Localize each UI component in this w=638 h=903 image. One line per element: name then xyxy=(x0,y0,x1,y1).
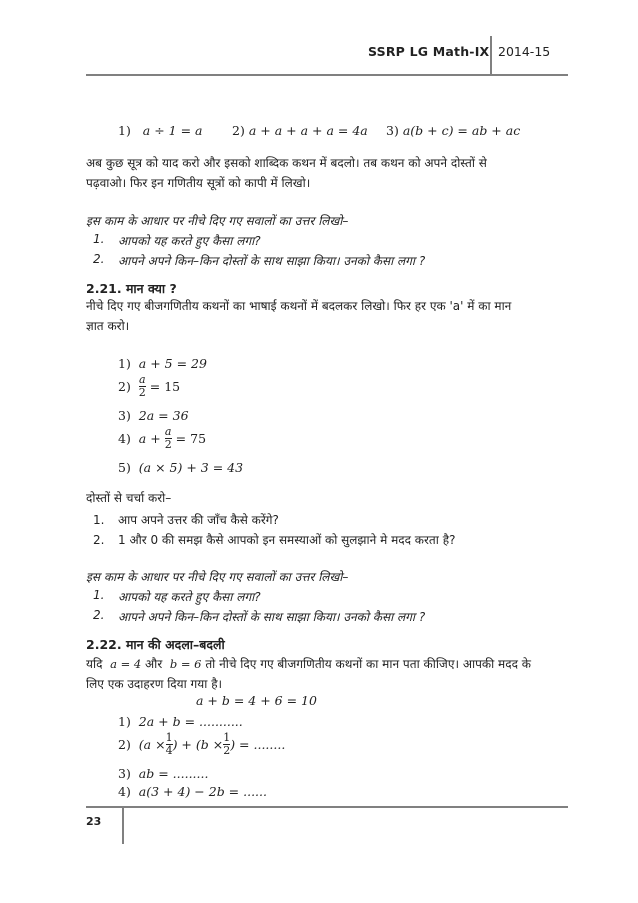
reflection-question-number: 1. xyxy=(93,588,105,602)
paragraph-line: ज्ञात करो। xyxy=(86,319,130,333)
equation-3: 3) 2a = 36 xyxy=(118,408,189,423)
footer-divider xyxy=(122,806,124,844)
discussion-question-number: 1. xyxy=(93,513,105,527)
header-rule xyxy=(86,74,568,76)
problem-2: 2) ($a \times\frac{1}{4}$ ) + ($b \times\frac{1}{2}$ ) = ........ xyxy=(118,731,286,757)
problem-4: 4) a(3 + 4) − 2b = ...... xyxy=(118,784,267,799)
problem-3: 3) ab = ......... xyxy=(118,766,209,781)
problem-1: 1) 2a + b = ........... xyxy=(118,714,243,729)
equation-4: 4) $a + \frac{a}{2}$ = 75 xyxy=(118,425,207,451)
discussion-question-number: 2. xyxy=(93,533,105,547)
reflection-question-number: 1. xyxy=(93,232,105,246)
equation-1: 1) a + 5 = 29 xyxy=(118,356,207,371)
reflection-question-number: 2. xyxy=(93,252,105,266)
section-heading: 2.21. मान क्या ? xyxy=(86,281,177,296)
paragraph-line: लिए एक उदाहरण दिया गया है। xyxy=(86,677,223,691)
reflection-question: आपने अपने किन–किन दोस्तों के साथ साझा किया। उनको कैसा लगा ? xyxy=(118,610,426,624)
formula-2: 2) a + a + a + a = 4a xyxy=(232,123,368,138)
document-header-year: 2014-15 xyxy=(498,44,551,59)
formula-1: 1) a ÷ 1 = a xyxy=(118,123,203,138)
reflection-intro: इस काम के आधार पर नीचे दिए गए सवालों का उत्तर लिखो– xyxy=(86,214,349,228)
reflection-question-number: 2. xyxy=(93,608,105,622)
paragraph-line: पढ़वाओ। फिर इन गणितीय सूत्रों को कापी में लिखो। xyxy=(86,176,311,190)
page-number: 23 xyxy=(86,815,102,828)
reflection-question: आपको यह करते हुए कैसा लगा? xyxy=(118,234,261,248)
paragraph-line: नीचे दिए गए बीजगणितीय कथनों का भाषाई कथनों में बदलकर लिखो। फिर हर एक 'a' में का मान xyxy=(86,299,512,313)
discussion-question: 1 और 0 की समझ कैसे आपको इन समस्याओं को सुलझाने मे मदद करता है? xyxy=(118,533,456,547)
discussion-intro: दोस्तों से चर्चा करो– xyxy=(86,491,172,505)
paragraph-line: अब कुछ सूत्र को याद करो और इसको शाब्दिक कथन में बदलो। तब कथन को अपने दोस्तों से xyxy=(86,156,487,170)
discussion-question: आप अपने उत्तर की जाँच कैसे करेंगे? xyxy=(118,513,279,527)
reflection-question: आपने अपने किन–किन दोस्तों के साथ साझा किया। उनको कैसा लगा ? xyxy=(118,254,426,268)
equation-2: $2) \frac{a}{2}$ = 15 xyxy=(118,373,181,399)
equation-5: 5) (a × 5) + 3 = 43 xyxy=(118,460,244,475)
worked-example: a + b = 4 + 6 = 10 xyxy=(196,693,317,708)
paragraph-line: यदि a = 4 और b = 6 तो नीचे दिए गए बीजगणितीय कथनों का मान पता कीजिए। आपकी मदद के xyxy=(86,657,532,671)
reflection-intro: इस काम के आधार पर नीचे दिए गए सवालों का उत्तर लिखो– xyxy=(86,570,349,584)
formula-3: 3) a(b + c) = ab + ac xyxy=(386,123,521,138)
section-heading: 2.22. मान की अदला–बदली xyxy=(86,637,225,652)
footer-rule xyxy=(86,806,568,808)
document-header-title: SSRP LG Math-IX xyxy=(368,44,490,59)
header-divider xyxy=(490,36,492,76)
reflection-question: आपको यह करते हुए कैसा लगा? xyxy=(118,590,261,604)
